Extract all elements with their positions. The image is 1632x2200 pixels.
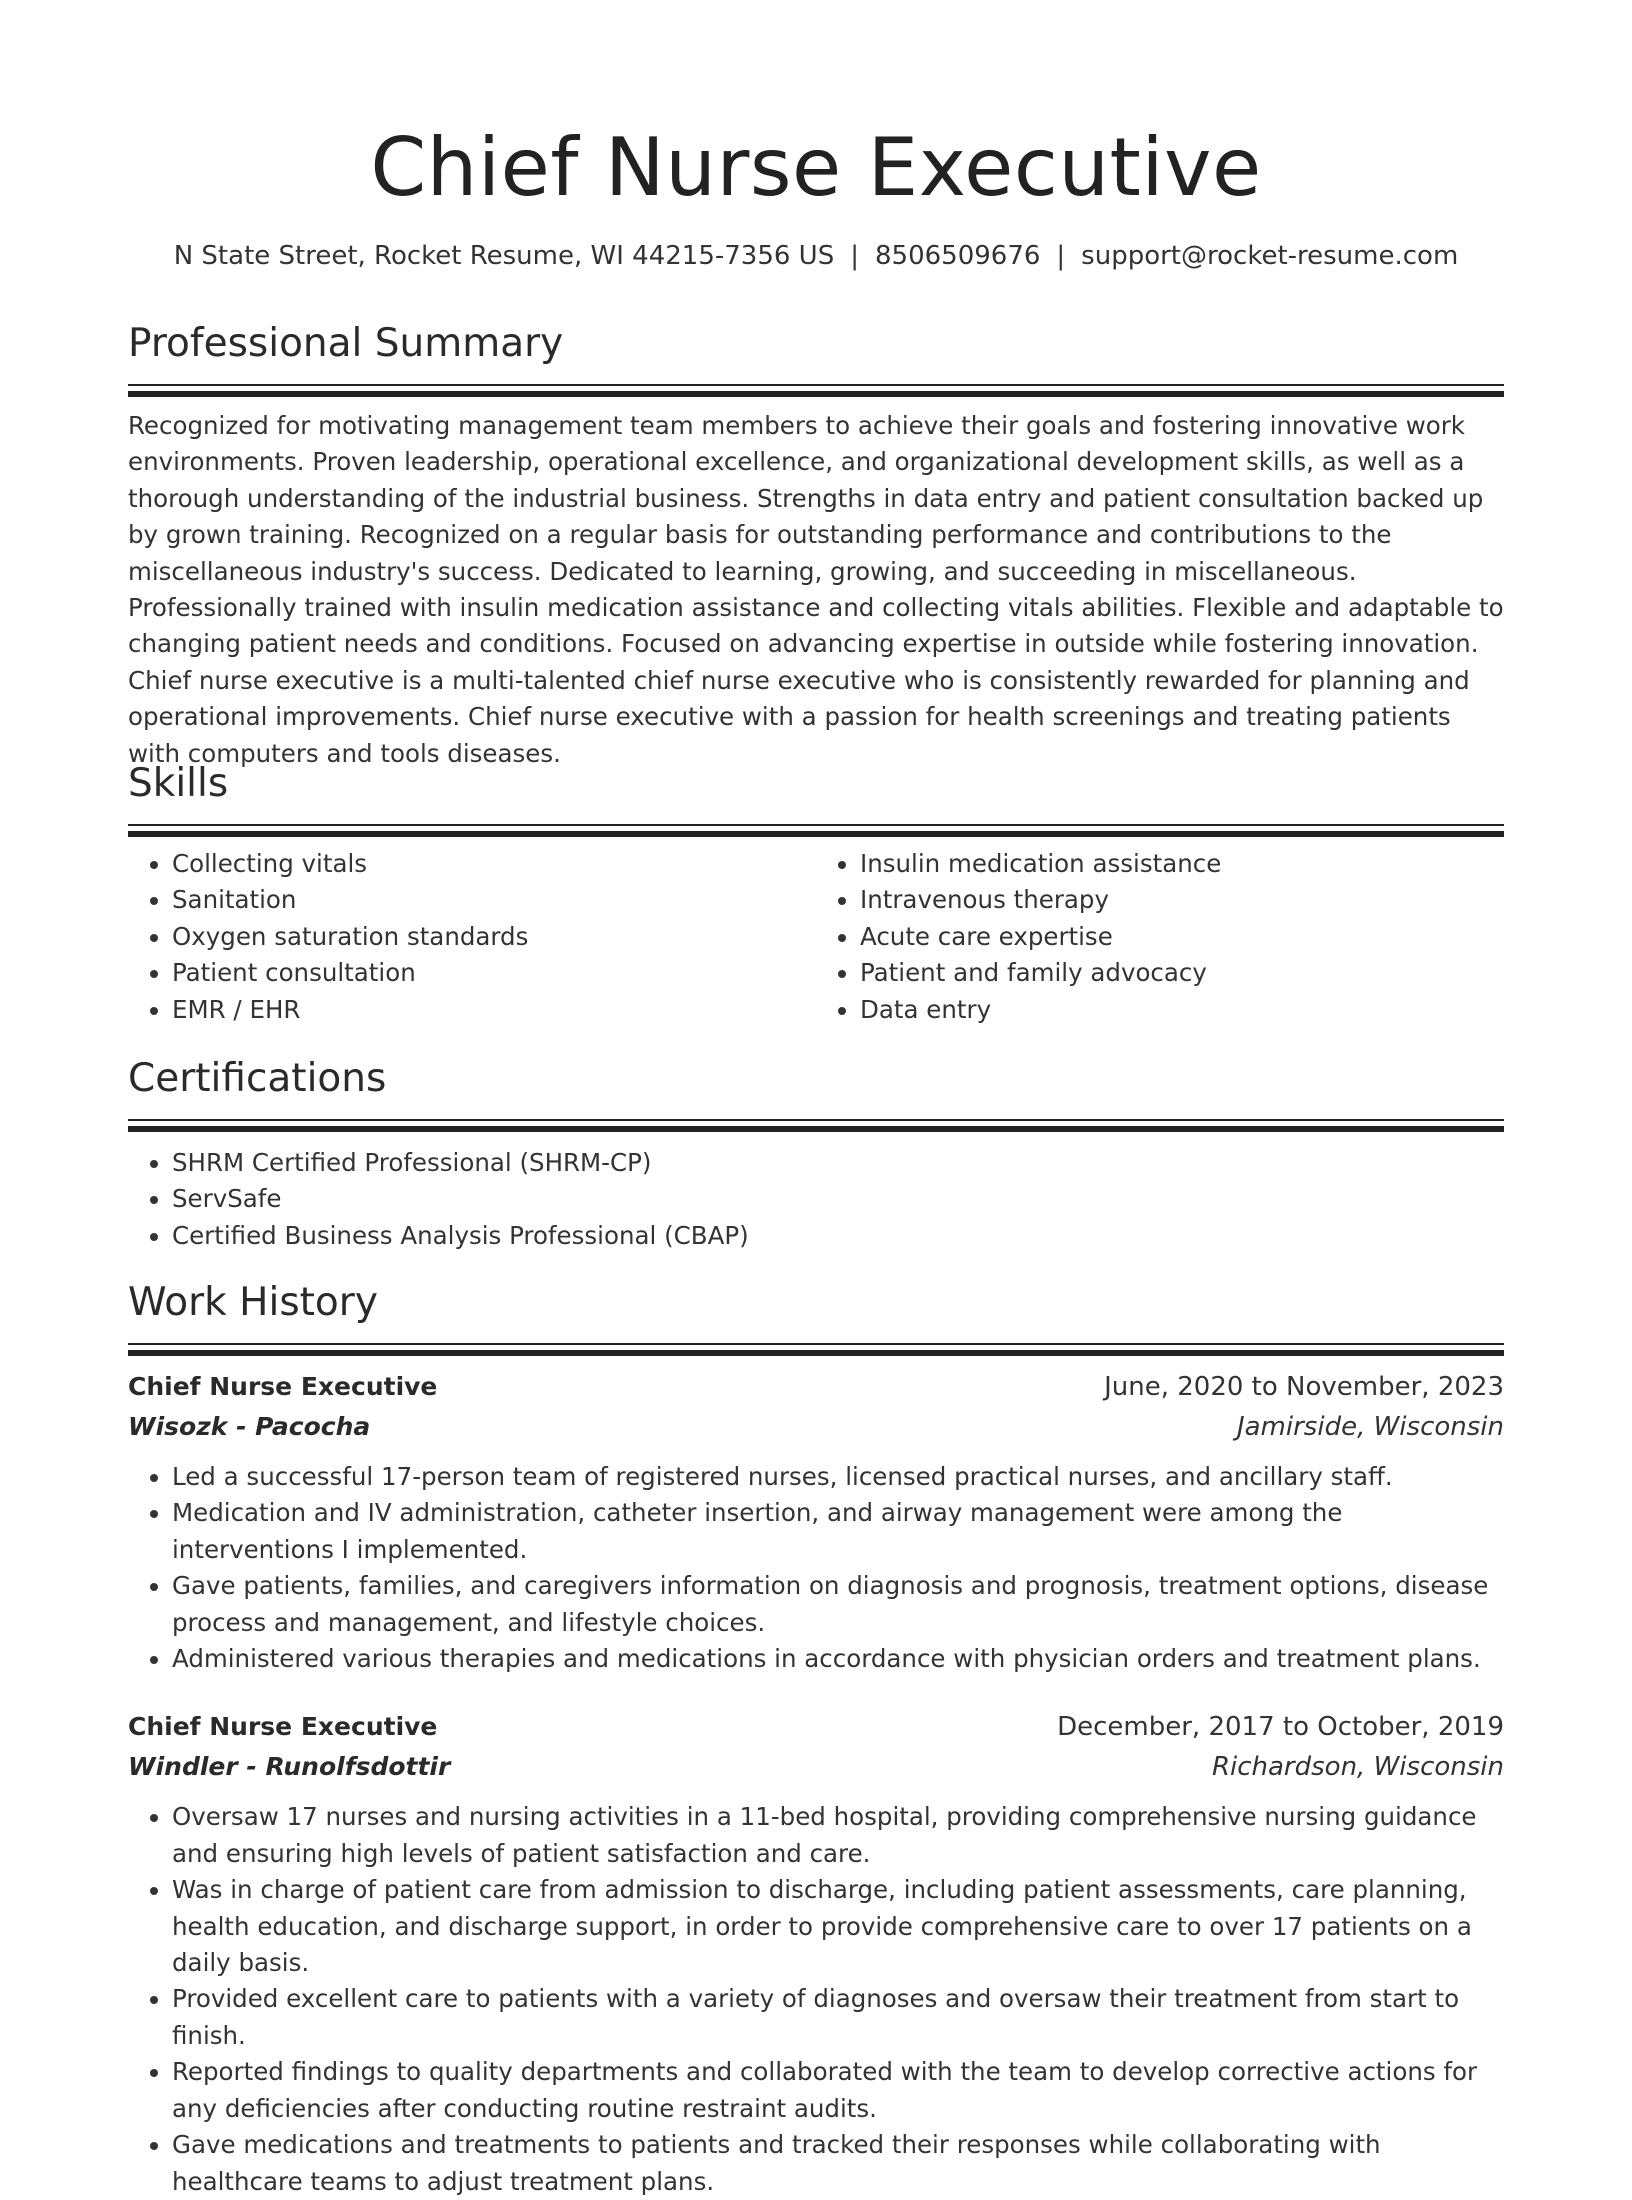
job-entry — [128, 1367, 1504, 1677]
contact-address: N State Street, Rocket Resume, WI 44215-7356 US — [173, 241, 835, 271]
contact-separator: | — [1056, 241, 1066, 271]
skills-section — [128, 758, 1504, 1028]
job-bullet: • Provided excellent care to patients with a variety of diagnoses and oversaw their treatment from start to finish. — [172, 1981, 1504, 2054]
skill-item: • Data entry — [860, 992, 1504, 1028]
skill-item: • EMR / EHR — [172, 992, 816, 1028]
skill-item: • Collecting vitals — [172, 846, 816, 882]
job-bullet: • Medication and IV administration, catheter insertion, and airway management were among the interventions I implemented. — [172, 1495, 1504, 1568]
job-dates: December, 2017 to October, 2019 — [1057, 1712, 1504, 1743]
work-history-section — [128, 1277, 1504, 2200]
job-bullet: • Was in charge of patient care from admission to discharge, including patient assessments, care planning, health education, and discharge support, in order to provide comprehensive care to over 17 patients on a daily basis. — [172, 1872, 1504, 1981]
certifications-section — [128, 1053, 1504, 1254]
section-divider — [128, 1343, 1504, 1357]
job-bullet: • Gave medications and treatments to patients and tracked their responses while collaborating with healthcare teams to adjust treatment plans. — [172, 2127, 1504, 2200]
summary-text: Recognized for motivating management team members to achieve their goals and fostering innovative work environments. Proven leadership, operational excellence, and organizational development skills, as well as a thorough understanding of the industrial business. Strengths in data entry and patient consultation backed up by grown training. Recognized on a regular basis for outstanding performance and contributions to the miscellaneous industry's success. Dedicated to learning, growing, and succeeding in miscellaneous. Professionally trained with insulin medication assistance and collecting vitals abilities. Flexible and adaptable to changing patient needs and conditions. Focused on advancing expertise in outside while fostering innovation. Chief nurse executive is a multi-talented chief nurse executive who is consistently rewarded for planning and operational improvements. Chief nurse executive with a passion for health screenings and treating patients with computers and tools diseases. — [128, 411, 1504, 768]
job-subheader — [128, 1407, 1504, 1447]
skills-list-left — [128, 846, 816, 1028]
certification-item: • Certified Business Analysis Professional (CBAP) — [172, 1218, 1504, 1254]
skills-list-right — [816, 846, 1504, 1028]
section-title-summary: Professional Summary — [128, 321, 564, 366]
resume-name: Chief Nurse Executive — [370, 121, 1262, 214]
job-header — [128, 1367, 1504, 1407]
certification-item: • ServSafe — [172, 1181, 1504, 1217]
section-title-certifications: Certifications — [128, 1056, 387, 1101]
job-title: Chief Nurse Executive — [128, 1712, 438, 1742]
job-bullet: • Reported findings to quality departments and collaborated with the team to develop corrective actions for any deficiencies after conducting routine restraint audits. — [172, 2054, 1504, 2127]
contact-phone: 8506509676 — [874, 241, 1041, 271]
job-bullets — [128, 1799, 1504, 2199]
job-bullet: • Administered various therapies and medications in accordance with physician orders and treatment plans. — [172, 1641, 1504, 1677]
skill-item: • Insulin medication assistance — [860, 846, 1504, 882]
job-subheader — [128, 1747, 1504, 1787]
job-dates: June, 2020 to November, 2023 — [1104, 1372, 1504, 1402]
job-title: Chief Nurse Executive — [128, 1372, 438, 1401]
section-divider — [128, 1119, 1504, 1133]
job-bullet: • Gave patients, families, and caregivers information on diagnosis and prognosis, treatment options, disease process and management, and lifestyle choices. — [172, 1568, 1504, 1641]
certifications-list — [128, 1145, 1504, 1254]
skill-item: • Acute care expertise — [860, 919, 1504, 955]
skill-item: • Patient and family advocacy — [860, 955, 1504, 991]
skill-item: • Patient consultation — [172, 955, 816, 991]
section-divider — [128, 824, 1504, 838]
skills-columns — [128, 846, 1504, 1028]
section-title-work-history: Work History — [128, 1280, 378, 1325]
job-bullet: • Oversaw 17 nurses and nursing activities in a 11-bed hospital, providing comprehensive nursing guidance and ensuring high levels of patient satisfaction and care. — [172, 1799, 1504, 1872]
job-company: Windler - Runolfsdottir — [128, 1752, 451, 1782]
contact-email[interactable]: support@rocket-resume.com — [1081, 241, 1459, 271]
contact-separator: | — [850, 241, 859, 271]
job-bullets — [128, 1459, 1504, 1677]
summary-section — [128, 318, 1504, 772]
job-bullet: • Led a successful 17-person team of registered nurses, licensed practical nurses, and ancillary staff. — [172, 1459, 1504, 1495]
skill-item: • Intravenous therapy — [860, 882, 1504, 918]
section-divider — [128, 384, 1504, 398]
skill-item: • Oxygen saturation standards — [172, 919, 816, 955]
contact-line — [128, 238, 1504, 274]
job-company: Wisozk - Pacocha — [128, 1412, 371, 1441]
certification-item: • SHRM Certified Professional (SHRM-CP) — [172, 1145, 1504, 1181]
job-location: Richardson, Wisconsin — [1211, 1752, 1504, 1783]
job-entry — [128, 1707, 1504, 2199]
job-location: Jamirside, Wisconsin — [1236, 1412, 1504, 1442]
section-title-skills: Skills — [128, 761, 229, 806]
job-header — [128, 1707, 1504, 1747]
skill-item: • Sanitation — [172, 882, 816, 918]
